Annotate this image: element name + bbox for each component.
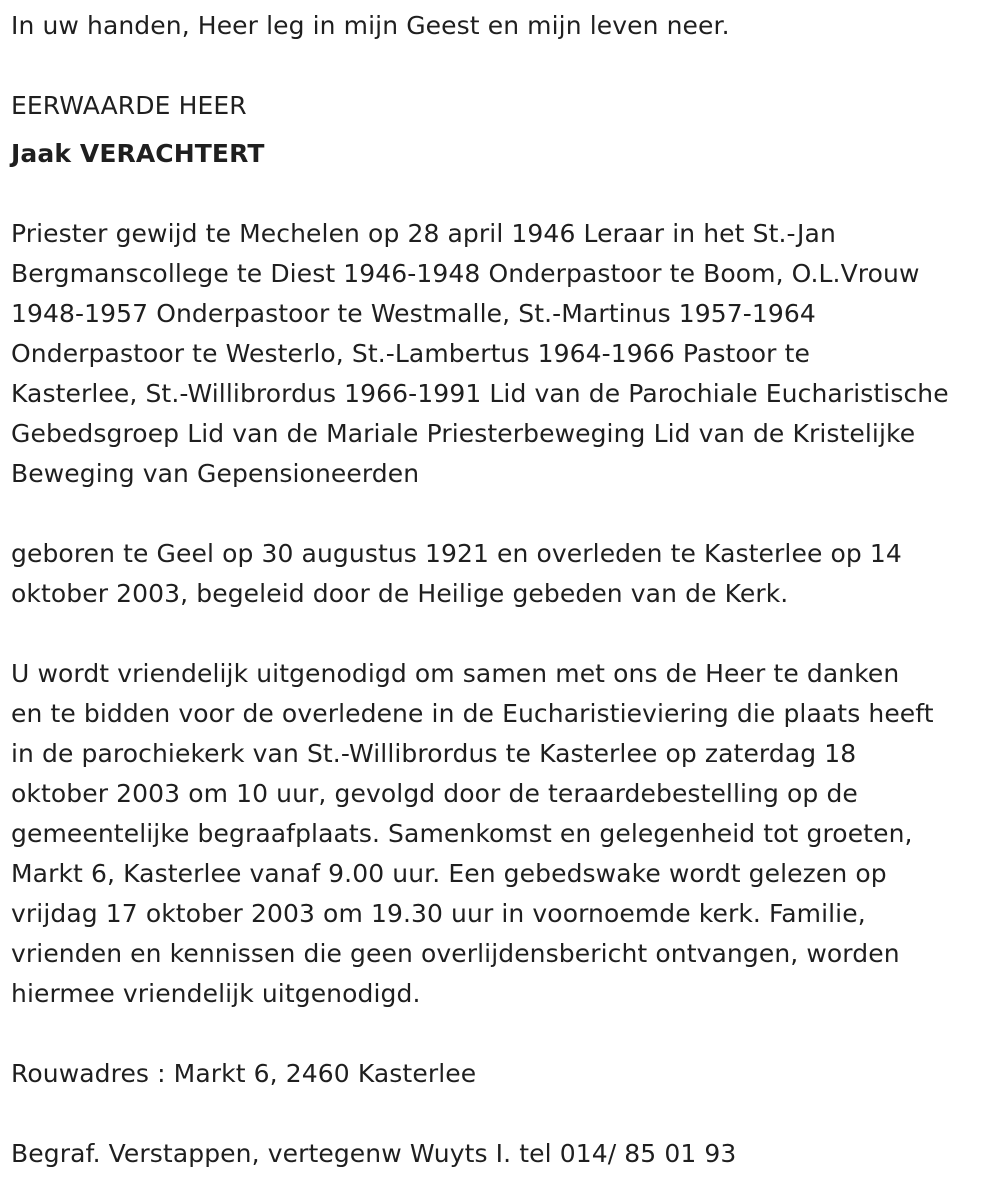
mourning-address: Rouwadres : Markt 6, 2460 Kasterlee (11, 1059, 477, 1088)
invitation-line: vrijdag 17 oktober 2003 om 19.30 uur in voornoemde kerk. Familie, (11, 899, 866, 928)
invitation-line: in de parochiekerk van St.-Willibrordus te Kasterlee op zaterdag 18 (11, 739, 857, 768)
invitation-line: gemeentelijke begraafplaats. Samenkomst en gelegenheid tot groeten, (11, 819, 913, 848)
invitation-line: vrienden en kennissen die geen overlijdensbericht ontvangen, worden (11, 939, 900, 968)
invitation-line: U wordt vriendelijk uitgenodigd om samen met ons de Heer te danken (11, 659, 900, 688)
career-line: Bergmanscollege te Diest 1946-1948 Onderpastoor te Boom, O.L.Vrouw (11, 259, 920, 288)
invitation-line: oktober 2003 om 10 uur, gevolgd door de teraardebestelling op de (11, 779, 858, 808)
honorific-title: EERWAARDE HEER (11, 91, 247, 120)
birth-death-line: geboren te Geel op 30 augustus 1921 en overleden te Kasterlee op 14 (11, 539, 902, 568)
birth-death-line: oktober 2003, begeleid door de Heilige gebeden van de Kerk. (11, 579, 789, 608)
career-line: Kasterlee, St.-Willibrordus 1966-1991 Lid van de Parochiale Eucharistische (11, 379, 949, 408)
career-line: Onderpastoor te Westerlo, St.-Lambertus 1964-1966 Pastoor te (11, 339, 810, 368)
opening-verse: In uw handen, Heer leg in mijn Geest en mijn leven neer. (11, 11, 730, 40)
career-line: Priester gewijd te Mechelen op 28 april 1946 Leraar in het St.-Jan (11, 219, 836, 248)
career-line: Beweging van Gepensioneerden (11, 459, 420, 488)
career-line: 1948-1957 Onderpastoor te Westmalle, St.-Martinus 1957-1964 (11, 299, 816, 328)
invitation-line: en te bidden voor de overledene in de Eucharistieviering die plaats heeft (11, 699, 934, 728)
career-paragraph (11, 214, 949, 494)
deceased-name: Jaak VERACHTERT (11, 139, 265, 168)
invitation-line: Markt 6, Kasterlee vanaf 9.00 uur. Een gebedswake wordt gelezen op (11, 859, 887, 888)
undertaker-contact: Begraf. Verstappen, vertegenw Wuyts I. tel 014/ 85 01 93 (11, 1139, 737, 1168)
invitation-paragraph (11, 654, 934, 1014)
birth-death-paragraph (11, 534, 902, 614)
invitation-line: hiermee vriendelijk uitgenodigd. (11, 979, 421, 1008)
career-line: Gebedsgroep Lid van de Mariale Priesterbeweging Lid van de Kristelijke (11, 419, 916, 448)
